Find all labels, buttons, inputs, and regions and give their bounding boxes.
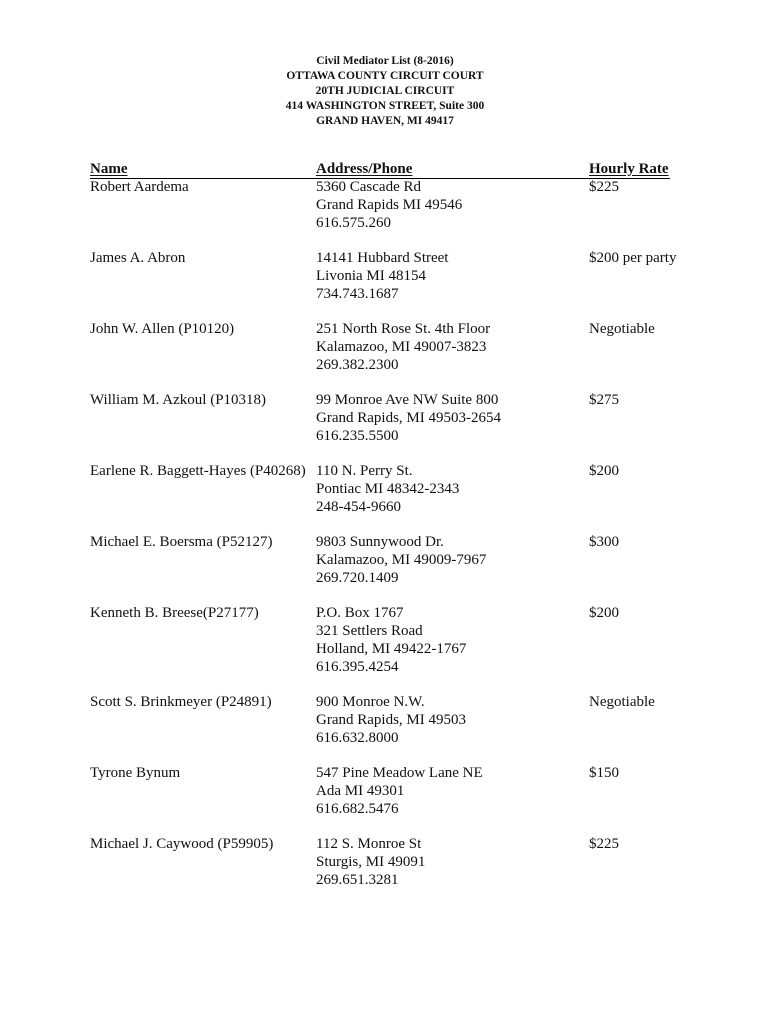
- mediator-address: [316, 693, 466, 747]
- address-line: 112 S. Monroe St: [316, 836, 422, 852]
- phone-number: 616.632.8000: [316, 730, 399, 746]
- column-header-rate: Hourly Rate: [589, 161, 669, 177]
- court-street-address: 414 WASHINGTON STREET, Suite 300: [285, 100, 485, 112]
- mediator-name: Tyrone Bynum: [90, 765, 181, 781]
- address-line: 14141 Hubbard Street: [316, 250, 449, 266]
- mediator-address: [316, 391, 501, 445]
- hourly-rate: $200: [589, 605, 619, 621]
- address-line: 110 N. Perry St.: [316, 463, 413, 479]
- hourly-rate: $225: [589, 836, 619, 852]
- court-city: GRAND HAVEN, MI 49417: [316, 115, 454, 127]
- address-line: 99 Monroe Ave NW Suite 800: [316, 392, 499, 408]
- mediator-entry: [90, 835, 690, 906]
- phone-number: 734.743.1687: [316, 286, 399, 302]
- document-header: [0, 54, 770, 129]
- mediator-entry: [90, 391, 690, 462]
- phone-number: 616.395.4254: [316, 659, 399, 675]
- mediator-entry: [90, 693, 690, 764]
- address-line: Grand Rapids, MI 49503-2654: [316, 410, 501, 426]
- hourly-rate: Negotiable: [589, 321, 655, 337]
- mediator-address: [316, 764, 483, 818]
- mediator-address: [316, 604, 466, 676]
- column-header-address: Address/Phone: [316, 161, 413, 177]
- address-line: Holland, MI 49422-1767: [316, 641, 467, 657]
- phone-number: 616.235.5500: [316, 428, 399, 444]
- mediator-entry: [90, 604, 690, 693]
- mediator-name: Kenneth B. Breese(P27177): [90, 605, 259, 621]
- phone-number: 269.720.1409: [316, 570, 399, 586]
- address-line: 9803 Sunnywood Dr.: [316, 534, 444, 550]
- mediator-list: [90, 178, 690, 906]
- mediator-address: [316, 835, 425, 889]
- column-header-name: Name: [90, 161, 128, 177]
- phone-number: 616.575.260: [316, 215, 391, 231]
- mediator-entry: [90, 533, 690, 604]
- mediator-name: Earlene R. Baggett-Hayes (P40268): [90, 463, 306, 479]
- mediator-name: Robert Aardema: [90, 179, 189, 195]
- address-line: 547 Pine Meadow Lane NE: [316, 765, 483, 781]
- address-line: 251 North Rose St. 4th Floor: [316, 321, 491, 337]
- phone-number: 269.651.3281: [316, 872, 399, 888]
- mediator-name: Michael J. Caywood (P59905): [90, 836, 274, 852]
- mediator-entry: [90, 320, 690, 391]
- address-line: Kalamazoo, MI 49009-7967: [316, 552, 487, 568]
- court-name: OTTAWA COUNTY CIRCUIT COURT: [286, 70, 484, 82]
- address-line: Grand Rapids MI 49546: [316, 197, 463, 213]
- mediator-name: James A. Abron: [90, 250, 186, 266]
- address-line: Grand Rapids, MI 49503: [316, 712, 466, 728]
- phone-number: 269.382.2300: [316, 357, 399, 373]
- list-title: Civil Mediator List (8-2016): [316, 55, 454, 67]
- hourly-rate: Negotiable: [589, 694, 655, 710]
- circuit-name: 20TH JUDICIAL CIRCUIT: [315, 85, 455, 97]
- mediator-name: William M. Azkoul (P10318): [90, 392, 267, 408]
- hourly-rate: $150: [589, 765, 619, 781]
- address-line: 321 Settlers Road: [316, 623, 423, 639]
- mediator-name: John W. Allen (P10120): [90, 321, 235, 337]
- mediator-address: [316, 320, 490, 374]
- mediator-entry: [90, 178, 690, 249]
- address-line: P.O. Box 1767: [316, 605, 404, 621]
- mediator-entry: [90, 462, 690, 533]
- hourly-rate: $200 per party: [589, 250, 677, 266]
- address-line: Livonia MI 48154: [316, 268, 426, 284]
- mediator-entry: [90, 764, 690, 835]
- hourly-rate: $200: [589, 463, 619, 479]
- hourly-rate: $300: [589, 534, 619, 550]
- hourly-rate: $275: [589, 392, 619, 408]
- column-headers: [90, 161, 670, 179]
- address-line: Ada MI 49301: [316, 783, 405, 799]
- mediator-address: [316, 533, 486, 587]
- address-line: Pontiac MI 48342-2343: [316, 481, 460, 497]
- address-line: Kalamazoo, MI 49007-3823: [316, 339, 487, 355]
- address-line: 5360 Cascade Rd: [316, 179, 421, 195]
- mediator-address: [316, 249, 448, 303]
- mediator-name: Michael E. Boersma (P52127): [90, 534, 273, 550]
- hourly-rate: $225: [589, 179, 619, 195]
- mediator-address: [316, 462, 459, 516]
- phone-number: 616.682.5476: [316, 801, 399, 817]
- mediator-entry: [90, 249, 690, 320]
- address-line: Sturgis, MI 49091: [316, 854, 426, 870]
- mediator-name: Scott S. Brinkmeyer (P24891): [90, 694, 272, 710]
- phone-number: 248-454-9660: [316, 499, 401, 515]
- address-line: 900 Monroe N.W.: [316, 694, 425, 710]
- mediator-address: [316, 178, 462, 232]
